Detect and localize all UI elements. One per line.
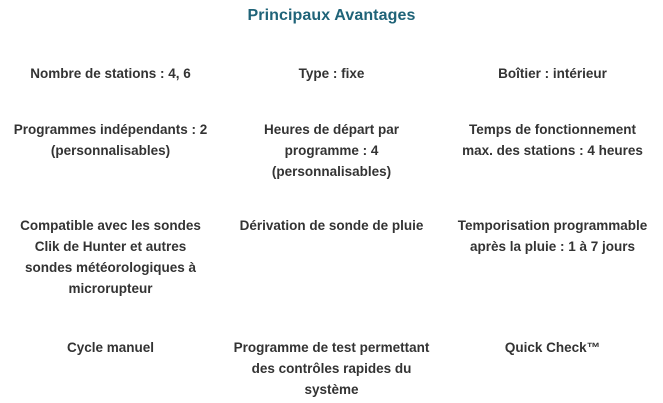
feature-sensor-compatibility: Compatible avec les sondes Clik de Hunter et autres sondes météorologiques à microrupteur — [20, 218, 201, 296]
feature-rain-delay: Temporisation programmable après la pluie : 1 à 7 jours — [457, 218, 648, 254]
feature-test-program: Programme de test permettant des contrôles rapides du système — [233, 340, 430, 397]
feature-manual-cycle: Cycle manuel — [66, 340, 155, 355]
feature-quick-check: Quick Check™ — [504, 340, 601, 355]
feature-max-run-time: Temps de fonctionnement max. des stations : 4 heures — [462, 122, 643, 158]
feature-type: Type : fixe — [298, 66, 365, 81]
section-title: Principaux Avantages — [247, 7, 416, 24]
feature-programs: Programmes indépendants : 2 (personnalisables) — [13, 122, 208, 158]
feature-enclosure: Boîtier : intérieur — [498, 66, 607, 81]
features-grid — [0, 63, 663, 403]
feature-stations: Nombre de stations : 4, 6 — [30, 66, 191, 81]
feature-rain-sensor-bypass: Dérivation de sonde de pluie — [239, 218, 424, 233]
feature-start-times: Heures de départ par programme : 4 (personnalisables) — [263, 122, 400, 179]
